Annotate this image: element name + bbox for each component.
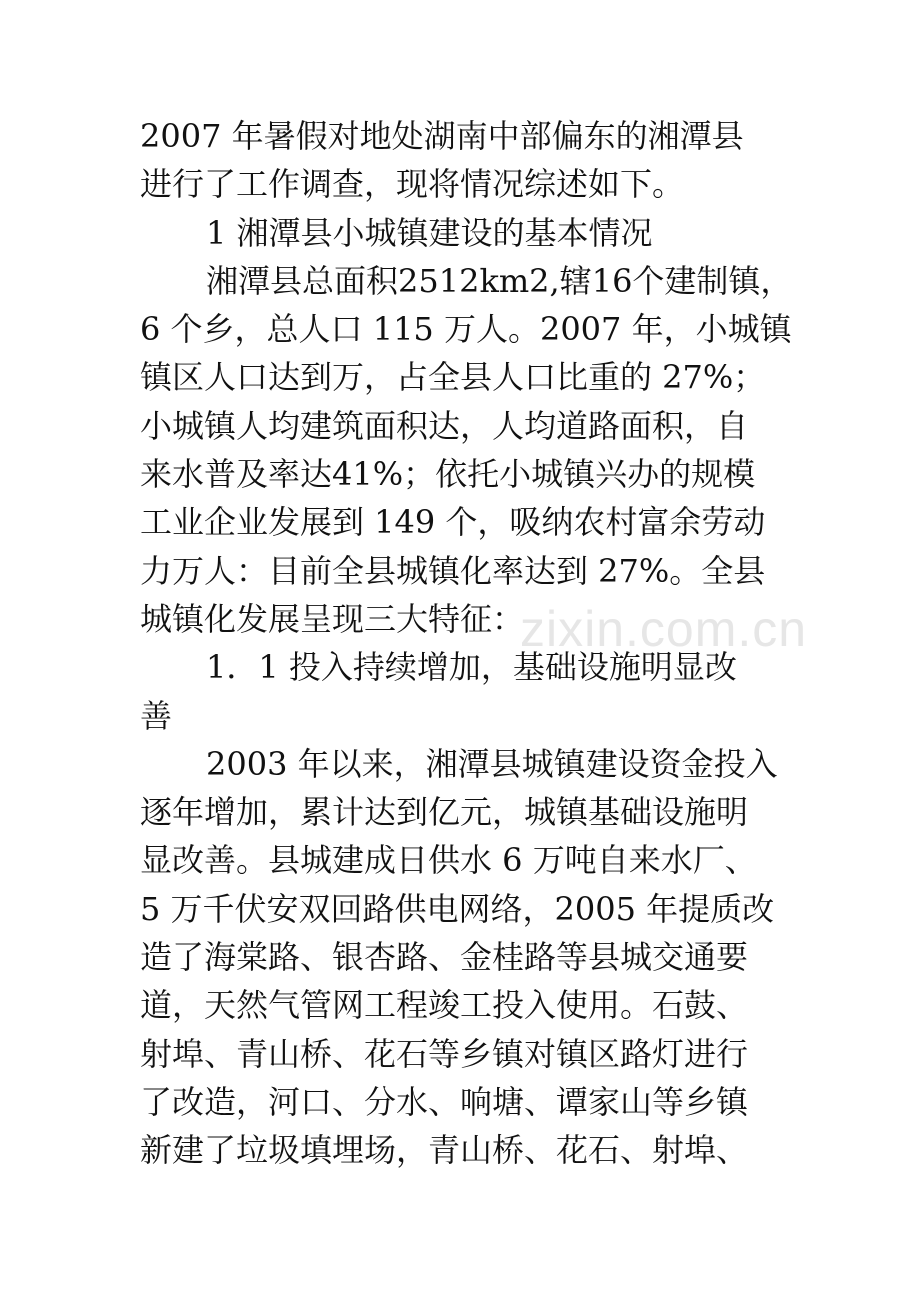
text-line: 逐年增加，累计达到亿元，城镇基础设施明	[140, 793, 749, 832]
text-line: 5 万千伏安双回路供电网络，2005 年提质改	[140, 889, 775, 928]
text-line: 2003 年以来，湘潭县城镇建设资金投入	[206, 744, 778, 783]
text-line: 来水普及率达41%；依托小城镇兴办的规模	[140, 455, 756, 494]
text-line: 工业企业发展到 149 个，吸纳农村富余劳动	[140, 503, 766, 542]
text-line: 力万人：目前全县城镇化率达到 27%。全县	[140, 551, 766, 590]
subsection-heading-cont: 善	[140, 696, 173, 735]
text-line: 造了海棠路、银杏路、金桂路等县城交通要	[140, 938, 749, 977]
text-line: 射埠、青山桥、花石等乡镇对镇区路灯进行	[140, 1034, 749, 1073]
text-line: 2007 年暑假对地处湖南中部偏东的湘潭县	[140, 117, 744, 155]
text-line: 显改善。县城建成日供水 6 万吨自来水厂、	[140, 841, 757, 880]
text-line: 6 个乡，总人口 115 万人。2007 年，小城镇	[140, 310, 792, 349]
text-line: 湘潭县总面积2512km2,辖16个建制镇，	[206, 261, 793, 300]
text-line: 了改造，河口、分水、响塘、谭家山等乡镇	[140, 1082, 749, 1121]
text-line: 进行了工作调查，现将情况综述如下。	[140, 165, 685, 204]
section-heading: 1 湘潭县小城镇建设的基本情况	[206, 213, 653, 252]
text-line: 城镇化发展呈现三大特征：	[140, 599, 525, 638]
text-line: 道，天然气管网工程竣工投入使用。石鼓、	[140, 986, 749, 1025]
text-line: 镇区人口达到万，占全县人口比重的 27%；	[140, 358, 766, 397]
body-text	[140, 112, 800, 1175]
watermark: zixin.com.cn	[520, 601, 808, 657]
text-line: 新建了垃圾填埋场，青山桥、花石、射埠、	[140, 1131, 749, 1170]
subsection-heading: 1．1 投入持续增加，基础设施明显改	[206, 648, 737, 687]
text-line: 小城镇人均建筑面积达，人均道路面积，自	[140, 406, 749, 445]
